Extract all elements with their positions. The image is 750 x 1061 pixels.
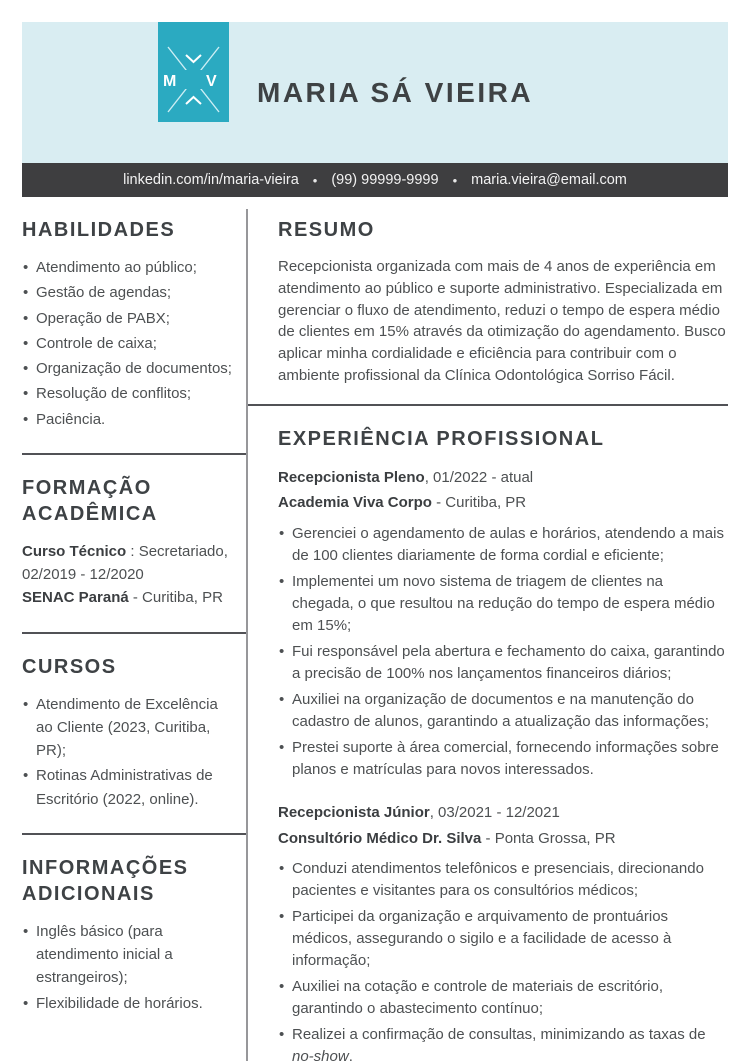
list-item: • Resolução de conflitos; bbox=[22, 382, 232, 405]
habilidades-list bbox=[22, 256, 232, 431]
list-item: • Fui responsável pela abertura e fechamento do caixa, garantindo a precisão de 100% nos lançamentos financeiros diários; bbox=[278, 641, 728, 685]
job-period: , 03/2021 - 12/2021 bbox=[429, 804, 560, 822]
monogram-logo bbox=[158, 22, 229, 122]
list-item: • Gerenciei o agendamento de aulas e horários, atendendo a mais de 100 clientes diariamente de forma cordial e eficiente; bbox=[278, 523, 728, 567]
section-cursos bbox=[22, 654, 232, 811]
cursos-heading: CURSOS bbox=[22, 655, 117, 678]
separator-dot: • bbox=[452, 172, 458, 188]
formacao-heading: FORMAÇÃO ACADÊMICA bbox=[22, 476, 158, 525]
job-role: Recepcionista Júnior bbox=[278, 804, 430, 822]
school-name: SENAC Paraná bbox=[22, 589, 129, 607]
bullet-text: Realizei a confirmação de consultas, minimizando as taxas de bbox=[292, 1026, 706, 1044]
job-role-line bbox=[278, 465, 728, 491]
section-resumo bbox=[278, 217, 728, 387]
cursos-list bbox=[22, 693, 232, 811]
informacoes-adicionais-heading: INFORMAÇÕES ADICIONAIS bbox=[22, 856, 189, 905]
job-company: Academia Viva Corpo bbox=[278, 494, 432, 511]
degree-period: 02/2019 - 12/2020 bbox=[22, 566, 144, 583]
section-experiencia bbox=[278, 426, 728, 1061]
list-item: • Rotinas Administrativas de Escritório (2022, online). bbox=[22, 764, 232, 811]
bullet-italic-text: no-show bbox=[292, 1048, 349, 1061]
section-divider bbox=[22, 453, 246, 455]
habilidades-heading: HABILIDADES bbox=[22, 219, 176, 241]
list-item: • Atendimento ao público; bbox=[22, 256, 232, 279]
list-item: • Organização de documentos; bbox=[22, 357, 232, 380]
monogram-right-initial: V bbox=[206, 73, 217, 90]
list-item: • Controle de caixa; bbox=[22, 332, 232, 355]
section-divider bbox=[22, 833, 246, 835]
school-location: - Curitiba, PR bbox=[128, 589, 223, 607]
list-item: • Auxiliei na organização de documentos e na manutenção do cadastro de alunos, garantindo a atualização das informações; bbox=[278, 689, 728, 733]
list-item: • Gestão de agendas; bbox=[22, 281, 232, 304]
degree-line bbox=[22, 540, 232, 563]
separator-dot: • bbox=[312, 172, 318, 188]
list-item: • Prestei suporte à área comercial, fornecendo informações sobre planos e matrículas para novos interessados. bbox=[278, 737, 728, 781]
job-entry bbox=[278, 465, 728, 782]
section-habilidades bbox=[22, 217, 232, 431]
job-location: - Ponta Grossa, PR bbox=[481, 829, 616, 847]
job-company-line bbox=[278, 826, 728, 852]
job-role-line bbox=[278, 800, 728, 826]
email-text: maria.vieira@email.com bbox=[471, 172, 627, 188]
list-item: • Implementei um novo sistema de triagem de clientes na chegada, o que resultou na redução do tempo de espera médio em 15%; bbox=[278, 571, 728, 637]
section-divider bbox=[22, 632, 246, 634]
job-company-line bbox=[278, 490, 728, 516]
experiencia-heading: EXPERIÊNCIA PROFISSIONAL bbox=[278, 427, 605, 450]
list-item bbox=[278, 1024, 728, 1061]
monogram-center-mask bbox=[182, 70, 205, 89]
left-column bbox=[22, 209, 248, 1061]
list-item: • Auxiliei na cotação e controle de materiais de escritório, garantindo o abastecimento contínuo; bbox=[278, 976, 728, 1020]
monogram-icon bbox=[158, 22, 229, 122]
informacoes-adicionais-list bbox=[22, 920, 232, 1015]
list-item: • Inglês básico (para atendimento inicial a estrangeiros); bbox=[22, 920, 232, 990]
section-divider bbox=[248, 404, 728, 406]
job-entry bbox=[278, 800, 728, 1061]
school-line bbox=[22, 586, 232, 609]
list-item: • Atendimento de Excelência ao Cliente (2023, Curitiba, PR); bbox=[22, 693, 232, 763]
resumo-text: Recepcionista organizada com mais de 4 anos de experiência em atendimento ao público e suporte administrativo. Especializada em gerenciar o fluxo de atendimento, reduzi o tempo de espera médio de clientes em 15% através da otimização do agendamento. Busco aplicar minha cordialidade e eficiência para contribuir com o ambiente profissional da Clínica Odontológica Sorriso Fácil. bbox=[278, 258, 726, 384]
degree-detail: : Secretariado, bbox=[126, 542, 228, 560]
job-company: Consultório Médico Dr. Silva bbox=[278, 829, 482, 847]
name-title: MARIA SÁ VIEIRA bbox=[257, 76, 534, 108]
contact-bar bbox=[22, 163, 728, 197]
job-location: - Curitiba, PR bbox=[431, 494, 527, 511]
job-period: , 01/2022 - atual bbox=[424, 468, 534, 486]
job-bullet-list bbox=[278, 858, 728, 1061]
list-item: • Participei da organização e arquivamento de prontuários médicos, assegurando o sigilo e a facilidade de acesso à informação; bbox=[278, 906, 728, 972]
list-item: • Paciência. bbox=[22, 408, 232, 431]
list-item: • Operação de PABX; bbox=[22, 307, 232, 330]
job-bullet-list bbox=[278, 523, 728, 782]
section-informacoes-adicionais bbox=[22, 855, 232, 1015]
list-item: • Flexibilidade de horários. bbox=[22, 992, 232, 1015]
resumo-heading: RESUMO bbox=[278, 219, 375, 241]
section-formacao bbox=[22, 475, 232, 610]
bullet-text: . bbox=[348, 1048, 353, 1061]
degree-name: Curso Técnico bbox=[22, 542, 127, 560]
right-column bbox=[248, 209, 728, 1061]
monogram-left-initial: M bbox=[163, 73, 177, 90]
job-role: Recepcionista Pleno bbox=[278, 468, 425, 486]
header-band bbox=[22, 22, 728, 163]
main-content bbox=[22, 209, 728, 1061]
phone-text: (99) 99999-9999 bbox=[331, 172, 439, 188]
list-item: • Conduzi atendimentos telefônicos e presenciais, direcionando pacientes e visitantes para os consultórios médicos; bbox=[278, 858, 728, 902]
linkedin-text: linkedin.com/in/maria-vieira bbox=[123, 172, 299, 188]
